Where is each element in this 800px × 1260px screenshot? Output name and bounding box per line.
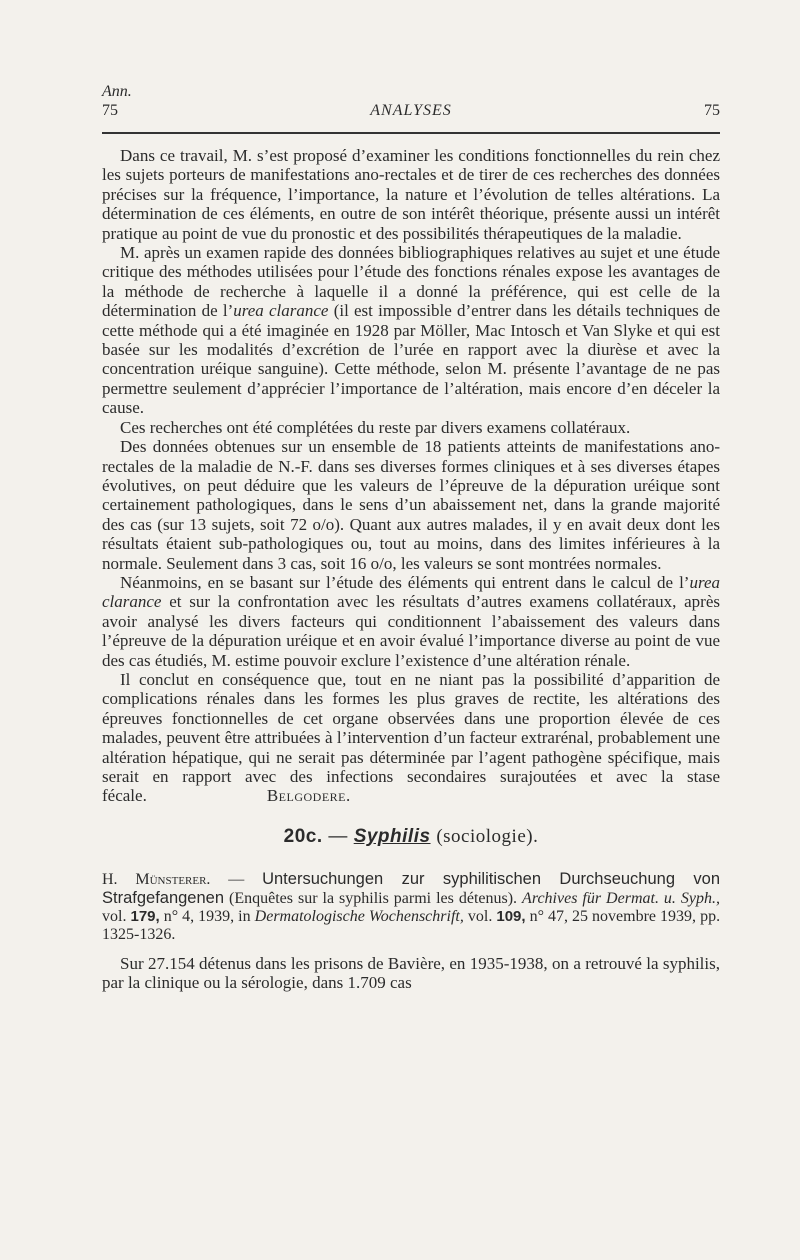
paragraph-5: Néanmoins, en se basant sur l’étude des éléments qui entrent dans le calcul de l’urea clarance et sur la confrontation avec les résultats d’autres examens collatéraux, après avoir analysé les divers facteurs qui conditionnent l’abaissement des valeurs dans l’épreuve de la dépuration uréique et en avoir évalué l’importance diverse au point de vue des cas étudiés, M. estime pouvoir exclure l’existence d’une altération rénale.: [102, 572, 720, 670]
italic-term: urea clarance: [233, 301, 329, 321]
ref-issue: n° 4, 1939, in: [163, 907, 251, 925]
ann-label: Ann.: [102, 83, 132, 100]
ref-french-title: (Enquêtes sur la syphilis parmi les détenus).: [229, 889, 518, 907]
paragraph-6: [102, 670, 720, 806]
page-number-right: 75: [704, 102, 720, 119]
ref-dash: —: [228, 870, 245, 888]
bibliographic-reference: [102, 870, 720, 944]
final-paragraph: Sur 27.154 détenus dans les prisons de Bavière, en 1935-1938, on a retrouvé la syphilis, par la clinique ou la sérologie, dans 1.709 cas: [102, 953, 720, 993]
paragraph-4: Des données obtenues sur un ensemble de 18 patients atteints de manifestations ano-rectales de la maladie de N.-F. dans ses diverses formes cliniques et à ses diverses étapes évolutives, on peut déduire que les valeurs de l’épreuve de la dépuration uréique sont certainement pathologiques, dans le sens d’un abaissement net, dans la grande majorité des cas (sur 13 sujets, soit 72 o/o). Quant aux autres malades, il y en avait deux dont les résultats étaient sub-pathologiques ou, tout au moins, dans des limites inférieures à la normale. Seulement dans 3 cas, soit 16 o/o, les valeurs se sont montrées normales.: [102, 437, 720, 573]
ref-issue-2: n° 47, 25 novembre 1939, pp. 1325-1326.: [102, 907, 721, 943]
page: [102, 84, 720, 1010]
ref-vol2-prefix: vol.: [467, 907, 493, 925]
paragraph-3: Ces recherches ont été complétées du reste par divers examens collatéraux.: [120, 417, 631, 437]
ref-volume: 179,: [130, 907, 160, 925]
running-header: [102, 100, 720, 124]
italic-term: urea clarance: [102, 572, 720, 612]
ref-vol-prefix: vol.: [102, 907, 127, 925]
running-title: ANALYSES: [370, 102, 452, 119]
paragraph-6-text: Il conclut en conséquence que, tout en ne niant pas la possibilité d’apparition de complications rénales dans les formes les plus graves de rectite, les altérations des épreuves fonctionnelles de cet organe observées dans une proportion élevée de ces malades, peuvent être attribuées à l’intervention d’un facteur extrarénal, probablement une altération hépatique, qui ne serait pas déterminée par l’agent pathogène spécifique, mais serait en rapport avec des infections secondaires surajoutées et avec la stase fécale.: [102, 669, 720, 806]
section-qualifier: (sociologie).: [436, 825, 539, 847]
section-dash: —: [328, 825, 348, 847]
paragraph-2: M. après un examen rapide des données bibliographiques relatives au sujet et une étude critique des méthodes utilisées pour l’étude des fonctions rénales expose les avantages de la méthode de recherche à laquelle il a donné la préférence, qui est celle de la détermination de l’urea clarance (il est impossible d’entrer dans les détails techniques de cette méthode qui a été imaginée en 1928 par Möller, Mac Intosch et Van Slyke et qui est basée sur les modalités d’excrétion de l’urée en rapport avec la diurèse et avec la concentration uréique sanguine). Cette méthode, selon M. présente l’avantage de ne pas permettre seulement d’apprécier l’importance de l’altération, mais encore d’en déceler la cause.: [102, 243, 720, 418]
header-rule: [102, 132, 720, 134]
section-heading: [102, 826, 720, 848]
ref-author: H. Münsterer.: [102, 870, 211, 888]
signature: Belgodere.: [266, 786, 351, 806]
ref-journal: Archives für Dermat. u. Syph.,: [522, 889, 721, 907]
ref-german-title: Untersuchungen zur syphilitischen Durchseuchung von Strafgefangenen: [102, 869, 721, 907]
page-number-left: 75: [102, 102, 118, 119]
final-paragraph-block: [102, 954, 720, 993]
paragraph-1: Dans ce travail, M. s’est proposé d’examiner les conditions fonctionnelles du rein chez les sujets porteurs de manifestations ano-rectales et de tirer de ces recherches des données précises sur la fréquence, l’importance, la nature et l’évolution de telles altérations. La détermination de ces éléments, en outre de son intérêt théorique, présente aussi un intérêt pratique au point de vue du pronostic et des possibilités thérapeutiques de la maladie.: [102, 146, 720, 243]
article-body: [102, 146, 720, 806]
section-number: 20c.: [283, 825, 323, 847]
ref-journal-2: Dermatologische Wochenschrift,: [254, 907, 464, 925]
ref-volume-2: 109,: [496, 907, 526, 925]
section-subject: Syphilis: [353, 825, 431, 847]
